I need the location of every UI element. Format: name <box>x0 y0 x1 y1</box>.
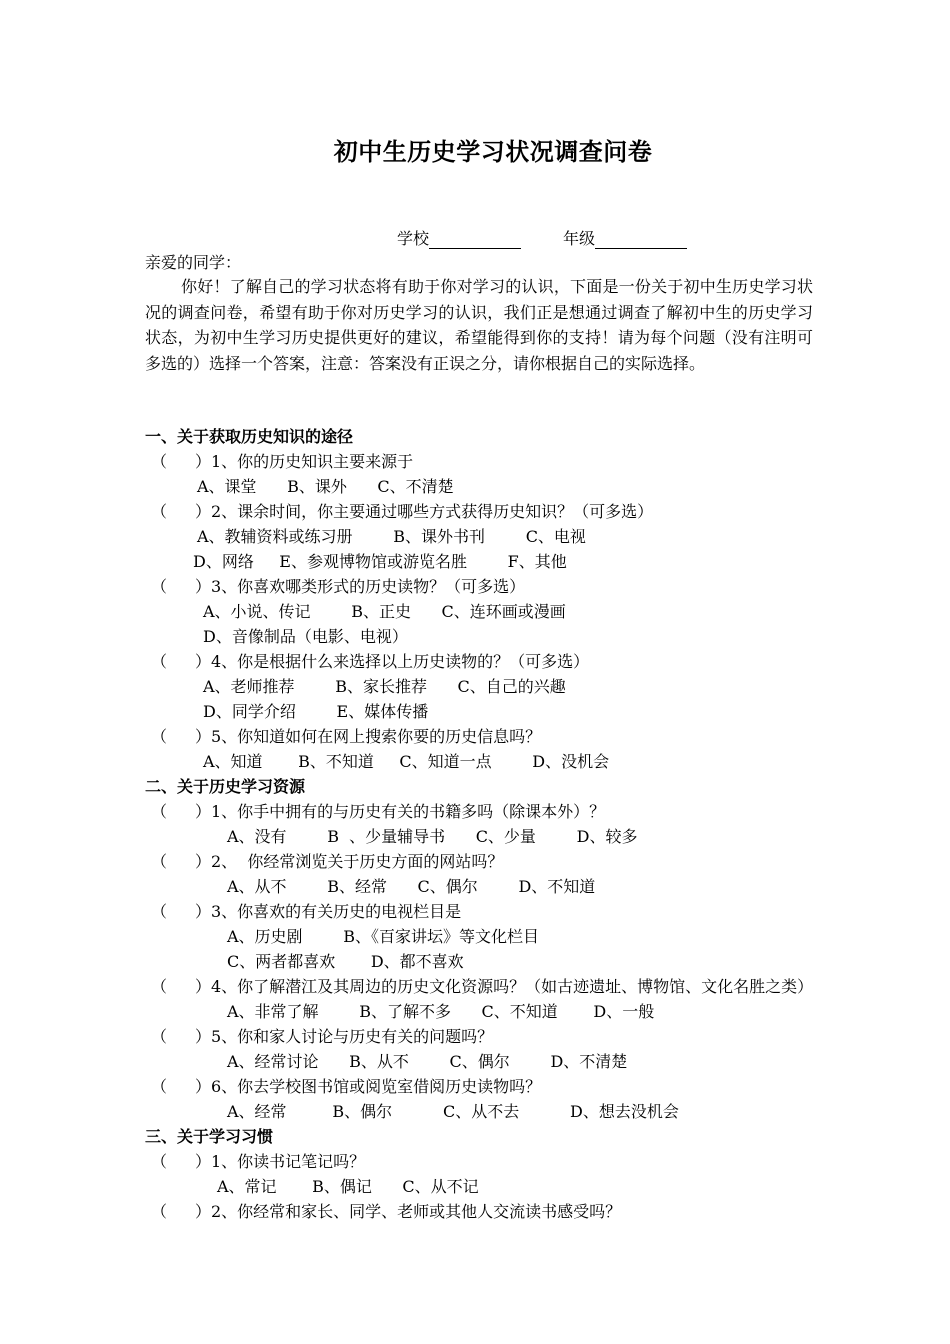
intro-paragraph: 你好！了解自己的学习状态将有助于你对学习的认识，下面是一份关于初中生历史学习状况的调查问卷，希望有助于你对历史学习的认识，我们正是想通过调查了解初中生的历史学习状态，为初中生学习历史提供更好的建议，希望能得到你的支持！请为每个问题（没有注明可多选的）选择一个答案，注意：答案没有正误之分，请你根据自己的实际选择。 <box>145 277 813 373</box>
answer-options: D、音像制品（电影、电视） <box>203 627 408 646</box>
answer-options: A、从不 B、经常 C、偶尔 D、不知道 <box>227 877 596 896</box>
answer-blank: （ <box>151 1202 168 1221</box>
question-text: ）3、你喜欢哪类形式的历史读物？（可多选） <box>195 577 526 596</box>
question-item <box>145 1024 825 1049</box>
question-text: ）2、 你经常浏览关于历史方面的网站吗？ <box>195 852 504 871</box>
question-item <box>145 799 825 824</box>
answer-options: A、没有 B 、少量辅导书 C、少量 D、较多 <box>227 827 638 846</box>
answer-blank: （ <box>151 1027 168 1046</box>
answer-blank: （ <box>151 502 168 521</box>
grade-blank <box>595 231 687 249</box>
answer-options: A、教辅资料或练习册 B、课外书刊 C、电视 <box>197 527 586 546</box>
answer-options: D、同学介绍 E、媒体传播 <box>203 702 429 721</box>
question-item <box>145 449 825 474</box>
page-title: 初中生历史学习状况调查问卷 <box>333 137 653 166</box>
question-text: ）1、你的历史知识主要来源于 <box>195 452 414 471</box>
question-item <box>145 499 825 524</box>
section-heading: 一、关于获取历史知识的途径 <box>145 427 354 446</box>
question-item <box>145 1149 825 1174</box>
answer-blank: （ <box>151 1077 168 1096</box>
answer-options: A、课堂 B、课外 C、不清楚 <box>197 477 454 496</box>
answer-options: A、常记 B、偶记 C、从不记 <box>217 1177 479 1196</box>
question-text: ）1、你手中拥有的与历史有关的书籍多吗（除课本外）？ <box>195 802 606 821</box>
answer-options: A、经常讨论 B、从不 C、偶尔 D、不清楚 <box>227 1052 628 1071</box>
greeting: 亲爱的同学： <box>145 253 242 272</box>
question-text: ）5、你知道如何在网上搜索你要的历史信息吗？ <box>195 727 542 746</box>
school-grade-fields <box>397 226 687 249</box>
answer-blank: （ <box>151 977 168 996</box>
question-text: ）4、你了解潜江及其周边的历史文化资源吗？（如古迹遗址、博物馆、文化名胜之类） <box>195 977 814 996</box>
grade-label: 年级 <box>563 229 596 248</box>
section-heading: 二、关于历史学习资源 <box>145 777 306 796</box>
answer-blank: （ <box>151 727 168 746</box>
answer-options: A、老师推荐 B、家长推荐 C、自己的兴趣 <box>203 677 566 696</box>
question-text: ）6、你去学校图书馆或阅览室借阅历史读物吗？ <box>195 1077 542 1096</box>
answer-options: A、知道 B、不知道 C、知道一点 D、没机会 <box>203 752 610 771</box>
question-item <box>145 724 825 749</box>
answer-blank: （ <box>151 1152 168 1171</box>
answer-blank: （ <box>151 902 168 921</box>
question-item <box>145 649 825 674</box>
question-text: ）5、你和家人讨论与历史有关的问题吗？ <box>195 1027 494 1046</box>
answer-options: A、历史剧 B、《百家讲坛》等文化栏目 <box>227 927 540 946</box>
school-label: 学校 <box>397 229 430 248</box>
section-heading: 三、关于学习习惯 <box>145 1127 274 1146</box>
answer-blank: （ <box>151 652 168 671</box>
question-item <box>145 974 825 999</box>
answer-options: A、经常 B、偶尔 C、从不去 D、想去没机会 <box>227 1102 679 1121</box>
answer-options: D、网络 E、参观博物馆或游览名胜 F、其他 <box>193 552 567 571</box>
question-item <box>145 899 825 924</box>
question-item <box>145 1199 825 1224</box>
answer-blank: （ <box>151 452 168 471</box>
answer-options: C、两者都喜欢 D、都不喜欢 <box>227 952 464 971</box>
question-text: ）2、课余时间，你主要通过哪些方式获得历史知识？（可多选） <box>195 502 654 521</box>
answer-options: A、小说、传记 B、正史 C、连环画或漫画 <box>203 602 566 621</box>
answer-blank: （ <box>151 802 168 821</box>
question-text: ）4、你是根据什么来选择以上历史读物的？（可多选） <box>195 652 590 671</box>
answer-options: A、非常了解 B、了解不多 C、不知道 D、一般 <box>227 1002 655 1021</box>
question-item <box>145 1074 825 1099</box>
question-text: ）3、你喜欢的有关历史的电视栏目是 <box>195 902 462 921</box>
question-item <box>145 849 825 874</box>
answer-blank: （ <box>151 852 168 871</box>
school-blank <box>429 231 521 249</box>
question-text: ）2、你经常和家长、同学、老师或其他人交流读书感受吗？ <box>195 1202 622 1221</box>
answer-blank: （ <box>151 577 168 596</box>
question-text: ）1、你读书记笔记吗？ <box>195 1152 366 1171</box>
question-list <box>145 424 825 1224</box>
question-item <box>145 574 825 599</box>
